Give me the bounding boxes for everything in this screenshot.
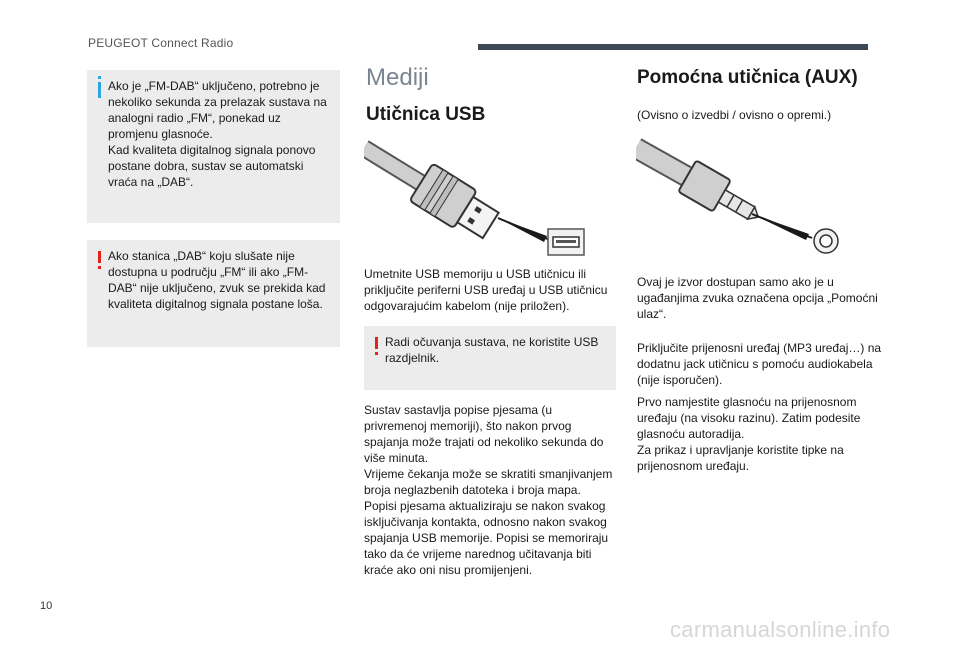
warning-icon <box>372 335 381 357</box>
warning-note-dab <box>87 240 340 347</box>
info-note-text: Ako je „FM-DAB“ uključeno, potrebno je nekoliko sekunda za prelazak sustava na analogni radio „FM“, ponekad uz promjenu glasnoće. Kad kvaliteta digitalnog signala ponovo postane dobra, sustav se automatski vraća na „DAB“. <box>108 79 327 189</box>
page-number: 10 <box>40 600 53 612</box>
aux-heading: Pomoćna utičnica (AUX) <box>637 67 858 88</box>
usb-heading: Utičnica USB <box>366 104 486 125</box>
info-note <box>87 70 340 223</box>
usb-port-icon <box>547 228 585 256</box>
aux-port-icon <box>812 227 840 255</box>
info-icon <box>95 76 104 98</box>
usb-paragraph-2: Sustav sastavlja popise pjesama (u privremenoj memoriji), što nakon prvog spajanja može trajati od nekoliko sekunda do više minuta. Vrijeme čekanja može se skratiti smanjivanjem broja neglazbenih datoteka i broja mapa. Popisi pjesama aktualiziraju se nakon svakog isključivanja kontakta, odnosno nakon svakog spajanja USB memorije. Popisi se memoriraju tako da će vrijeme narednog učitavanja biti kraće ako oni nisu promijenjeni. <box>364 403 613 577</box>
aux-paragraph-2: Priključite prijenosni uređaj (MP3 uređaj…) na dodatnu jack utičnicu s pomoću audiokabela (nije isporučen). <box>637 341 882 387</box>
aux-paragraph-1: Ovaj je izvor dostupan samo ako je u ugađanjima zvuka označena opcija „Pomoćni ulaz“. <box>637 275 878 321</box>
warning-note-text: Ako stanica „DAB“ koju slušate nije dostupna u području „FM“ ili ako „FM-DAB“ nije uključeno, zvuk se prekida kad kvaliteta digitalnog signala postane loša. <box>108 249 326 311</box>
section-heading-media: Mediji <box>366 64 429 91</box>
usb-paragraph-1: Umetnite USB memoriju u USB utičnicu ili priključite periferni USB uređaj u USB utičnicu odgovarajućim kabelom (nije priložen). <box>364 267 608 313</box>
usb-warning-text: Radi očuvanja sustava, ne koristite USB razdjelnik. <box>385 335 599 365</box>
usb-warning-note <box>364 326 616 390</box>
aux-paragraph-3: Prvo namjestite glasnoću na prijenosnom uređaju (na visoku razinu). Zatim podesite glasnoću autoradija. Za prikaz i upravljanje koristite tipke na prijenosnom uređaju. <box>637 395 861 473</box>
header-bar <box>478 44 868 50</box>
warning-icon <box>95 249 104 271</box>
watermark: carmanualsonline.info <box>670 617 891 642</box>
aux-subtitle: (Ovisno o izvedbi / ovisno o opremi.) <box>637 108 832 122</box>
header-title: PEUGEOT Connect Radio <box>88 36 234 50</box>
